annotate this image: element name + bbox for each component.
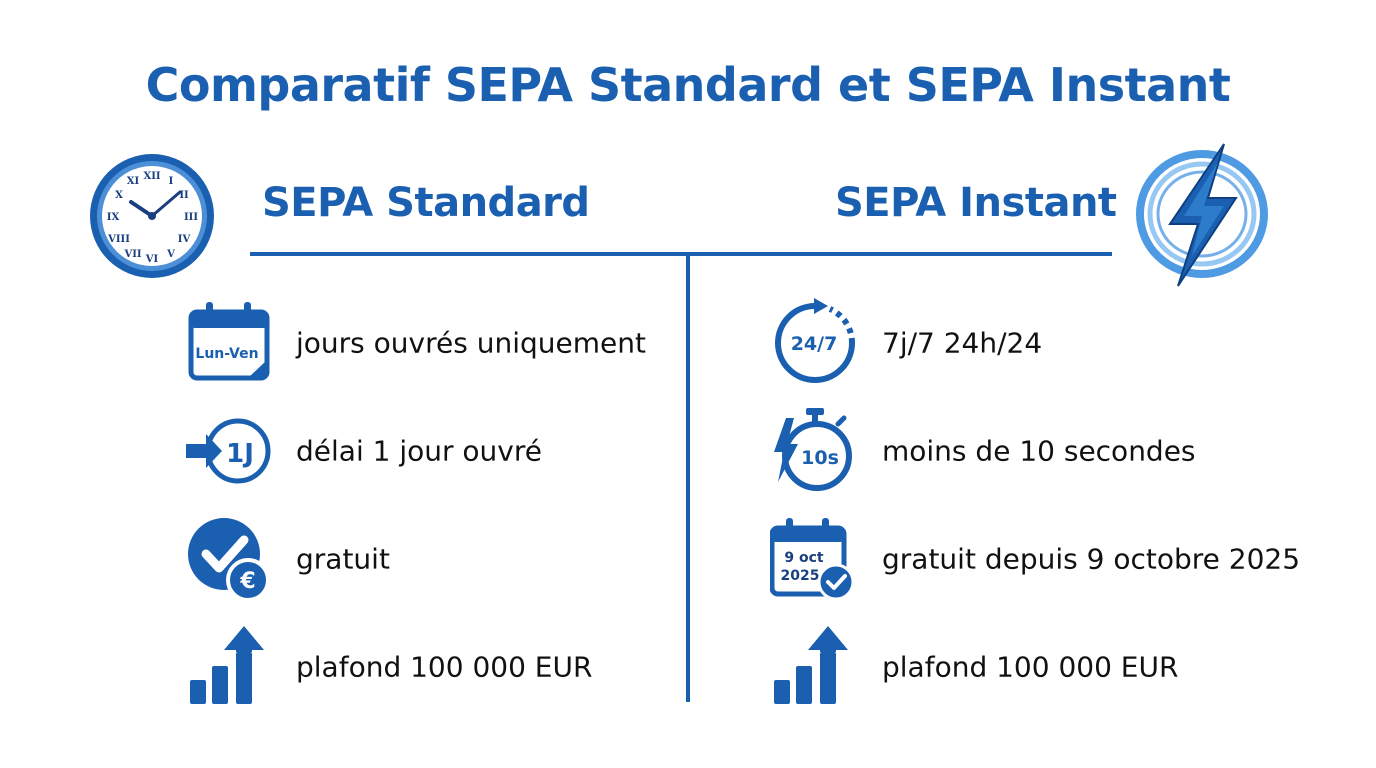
circular-24-7-icon <box>770 298 860 388</box>
column-heading-instant: SEPA Instant <box>835 180 1117 226</box>
item-text: plafond 100 000 EUR <box>296 650 593 684</box>
column-heading-standard: SEPA Standard <box>262 180 590 226</box>
svg-text:II: II <box>179 190 189 201</box>
arrow-1j-icon <box>186 406 276 496</box>
item-text: moins de 10 secondes <box>882 434 1196 468</box>
svg-text:VI: VI <box>145 254 159 265</box>
item-text: 7j/7 24h/24 <box>882 326 1043 360</box>
list-item <box>186 622 666 712</box>
check-euro-icon <box>186 514 276 604</box>
list-item <box>770 514 1330 604</box>
item-text: plafond 100 000 EUR <box>882 650 1179 684</box>
growth-chart-icon <box>770 622 860 712</box>
svg-text:I: I <box>168 176 174 187</box>
svg-text:24/7: 24/7 <box>790 333 838 355</box>
svg-text:X: X <box>115 190 123 201</box>
list-item <box>186 298 666 388</box>
item-text: jours ouvrés uniquement <box>296 326 646 360</box>
list-item <box>186 406 666 496</box>
svg-text:Lun-Ven: Lun-Ven <box>195 346 259 362</box>
growth-chart-icon <box>186 622 276 712</box>
svg-text:10s: 10s <box>801 447 839 469</box>
list-item <box>770 406 1330 496</box>
svg-text:IV: IV <box>177 234 191 245</box>
page-title: Comparatif SEPA Standard et SEPA Instant <box>145 58 1231 112</box>
calendar-check-icon <box>770 514 860 604</box>
header-divider <box>250 252 1112 256</box>
svg-text:9 oct: 9 oct <box>784 550 824 566</box>
column-divider <box>686 254 690 702</box>
item-text: gratuit <box>296 542 390 576</box>
list-item <box>770 298 1330 388</box>
svg-text:€: € <box>240 569 256 594</box>
item-text: délai 1 jour ouvré <box>296 434 542 468</box>
svg-text:XII: XII <box>143 171 161 182</box>
svg-text:III: III <box>183 212 199 223</box>
svg-text:V: V <box>167 249 175 260</box>
list-item <box>770 622 1330 712</box>
lightning-icon <box>1132 140 1272 288</box>
svg-text:1J: 1J <box>226 439 254 469</box>
svg-text:VII: VII <box>124 249 142 260</box>
list-item <box>186 514 666 604</box>
calendar-icon <box>186 298 276 388</box>
stopwatch-icon <box>770 406 860 496</box>
item-text: gratuit depuis 9 octobre 2025 <box>882 542 1301 576</box>
svg-text:IX: IX <box>106 212 120 223</box>
svg-text:XI: XI <box>126 176 140 187</box>
clock-icon <box>86 150 218 282</box>
svg-text:2025: 2025 <box>780 568 820 584</box>
svg-text:VIII: VIII <box>108 234 130 245</box>
